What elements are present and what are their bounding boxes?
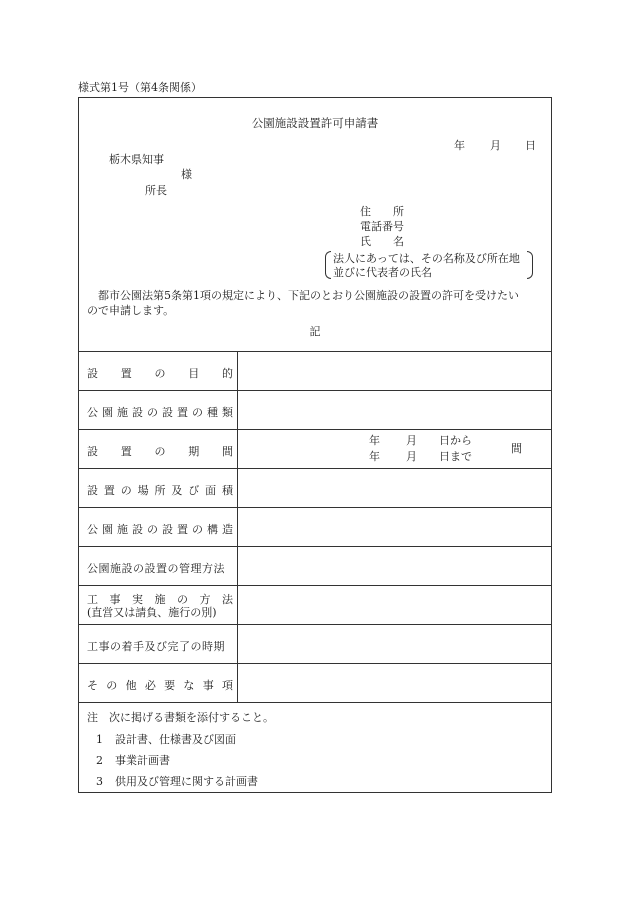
- row-label-char: 理: [190, 562, 202, 575]
- row-label-char: 実: [132, 593, 143, 606]
- row-label-char: そ: [87, 679, 98, 692]
- row-label-char: 項: [221, 679, 233, 692]
- row-label-char: 必: [144, 679, 156, 692]
- row-label-char: 事: [98, 640, 110, 653]
- row-label-char: 及: [171, 484, 183, 497]
- row-label-char: 造: [222, 523, 233, 536]
- row-label-char: 法: [222, 593, 233, 606]
- note-item-text: 設計書、仕様書及び図面: [115, 733, 236, 746]
- row-label-char: 置: [103, 484, 115, 497]
- row-label-char: の: [177, 593, 188, 606]
- row-label-char: 目: [188, 367, 200, 380]
- row-label-char: 管: [179, 562, 191, 575]
- row-label-char: 構: [207, 523, 218, 536]
- row-label-char: 置: [120, 445, 132, 458]
- row-label-char: 法: [213, 562, 225, 575]
- addressee-sama: 様: [181, 168, 192, 181]
- row-label-char: 公: [87, 523, 98, 536]
- row-label-char: 置: [120, 367, 132, 380]
- row-label-char: 設: [87, 445, 98, 458]
- row-label-char: の: [106, 679, 118, 692]
- row-label-char: 設: [132, 406, 143, 419]
- statement-line2: ので申請します。: [87, 304, 175, 317]
- row-label-char: 手: [133, 640, 145, 653]
- form-number: 様式第1号（第4条関係）: [78, 81, 202, 94]
- row-label-char: 場: [137, 484, 149, 497]
- row-sublabel: (直営又は請負、施行の別): [87, 606, 217, 619]
- row-label-char: の: [167, 562, 179, 575]
- date-day: 日: [525, 139, 536, 152]
- note-item-text: 事業計画書: [115, 754, 170, 767]
- row-label: [87, 482, 233, 498]
- row-label-char: 着: [121, 640, 133, 653]
- period-duration: 間: [511, 442, 522, 455]
- row-divider: [79, 702, 551, 703]
- row-label-char: の: [154, 445, 166, 458]
- row-label-char: 設: [132, 523, 143, 536]
- note-item-no: 1: [96, 733, 103, 746]
- row-label-char: 設: [121, 562, 133, 575]
- notes-heading: 注 次に掲げる書類を添付すること。: [87, 711, 274, 724]
- row-label-char: 及: [144, 640, 156, 653]
- applicant-phone-label: 電話番号: [360, 220, 404, 233]
- row-label-char: 時: [202, 640, 214, 653]
- statement-line1: 都市公園法第5条第1項の規定により、下記のとおり公園施設の設置の許可を受けたい: [87, 289, 519, 302]
- row-label-char: の: [190, 640, 202, 653]
- row-label-char: 置: [177, 523, 188, 536]
- row-label-char: 設: [87, 484, 98, 497]
- row-divider: [79, 390, 551, 391]
- row-label-char: 園: [102, 406, 113, 419]
- row-divider: [79, 429, 551, 430]
- applicant-name-label: 氏 名: [360, 235, 404, 248]
- period-from-month: 月: [406, 434, 417, 447]
- ki-heading: 記: [309, 325, 321, 338]
- row-label-char: な: [183, 679, 195, 692]
- applicant-address-label: 住 所: [360, 205, 404, 218]
- row-label-char: の: [192, 523, 203, 536]
- row-label-char: 置: [177, 406, 188, 419]
- row-label-char: の: [120, 484, 132, 497]
- form-frame: [78, 97, 552, 793]
- row-label-char: の: [110, 640, 122, 653]
- row-label-char: 期: [188, 445, 200, 458]
- applicant-note-line2: 並びに代表者の氏名: [333, 266, 432, 279]
- row-label-char: 設: [162, 523, 173, 536]
- row-label-char: 期: [213, 640, 225, 653]
- form-title: 公園施設設置許可申請書: [251, 116, 379, 130]
- applicant-note-line1: 法人にあっては、その名称及び所在地: [333, 252, 520, 265]
- row-label-char: の: [147, 406, 158, 419]
- row-label-char: 的: [222, 367, 233, 380]
- row-label: [87, 443, 233, 459]
- note-bracket-right: [527, 251, 533, 279]
- row-label-char: 施: [110, 562, 122, 575]
- row-label-char: び: [156, 640, 168, 653]
- row-label-char: 工: [87, 593, 98, 606]
- period-to-month: 月: [406, 450, 417, 463]
- row-label: [87, 591, 233, 607]
- row-label-char: 施: [117, 406, 128, 419]
- row-label-char: 了: [179, 640, 191, 653]
- row-label-char: 公: [87, 562, 99, 575]
- note-item-no: 3: [96, 775, 103, 788]
- row-divider: [79, 624, 551, 625]
- row-label-char: 設: [87, 367, 98, 380]
- note-bracket-left: [325, 251, 331, 279]
- row-label-char: 事: [109, 593, 121, 606]
- row-label: [87, 365, 233, 381]
- row-label-char: 設: [162, 406, 173, 419]
- period-to-year: 年: [369, 450, 380, 463]
- date-year: 年: [454, 139, 465, 152]
- row-divider: [79, 585, 551, 586]
- row-label-char: 方: [199, 593, 211, 606]
- row-label: [87, 560, 233, 576]
- addressee-governor: 栃木県知事: [109, 153, 164, 166]
- row-label-char: 面: [205, 484, 217, 497]
- column-divider: [237, 351, 238, 702]
- period-to-day: 日まで: [439, 450, 472, 463]
- row-label-char: 要: [164, 679, 176, 692]
- row-label-char: 類: [222, 406, 233, 419]
- row-label-char: 施: [117, 523, 128, 536]
- row-label: [87, 638, 233, 654]
- row-label-char: 他: [125, 679, 137, 692]
- row-label-char: 園: [102, 523, 113, 536]
- row-divider: [79, 468, 551, 469]
- row-label-char: 事: [202, 679, 214, 692]
- row-label: [87, 677, 233, 693]
- row-label-char: 園: [98, 562, 110, 575]
- row-label-char: の: [147, 523, 158, 536]
- row-label-char: の: [154, 367, 166, 380]
- date-month: 月: [490, 139, 501, 152]
- row-label-char: 所: [154, 484, 166, 497]
- row-divider: [79, 663, 551, 664]
- row-label-char: 設: [144, 562, 156, 575]
- row-divider: [79, 546, 551, 547]
- row-label-char: の: [192, 406, 203, 419]
- period-from-year: 年: [369, 434, 380, 447]
- row-label-char: 公: [87, 406, 98, 419]
- row-label-char: 方: [202, 562, 214, 575]
- row-label-char: 置: [156, 562, 168, 575]
- addressee-director: 所長: [145, 184, 167, 197]
- row-label-char: 施: [154, 593, 166, 606]
- row-label-char: 種: [207, 406, 218, 419]
- row-label: [87, 404, 233, 420]
- row-label-char: 工: [87, 640, 99, 653]
- note-item-no: 2: [96, 754, 103, 767]
- period-from-day: 日から: [439, 434, 472, 447]
- row-label-char: 完: [167, 640, 179, 653]
- row-divider: [79, 507, 551, 508]
- row-divider: [79, 351, 551, 352]
- row-label-char: の: [133, 562, 145, 575]
- row-label: [87, 521, 233, 537]
- row-label-char: 積: [222, 484, 233, 497]
- row-label-char: び: [188, 484, 200, 497]
- note-item-text: 供用及び管理に関する計画書: [115, 775, 258, 788]
- row-label-char: 間: [222, 445, 233, 458]
